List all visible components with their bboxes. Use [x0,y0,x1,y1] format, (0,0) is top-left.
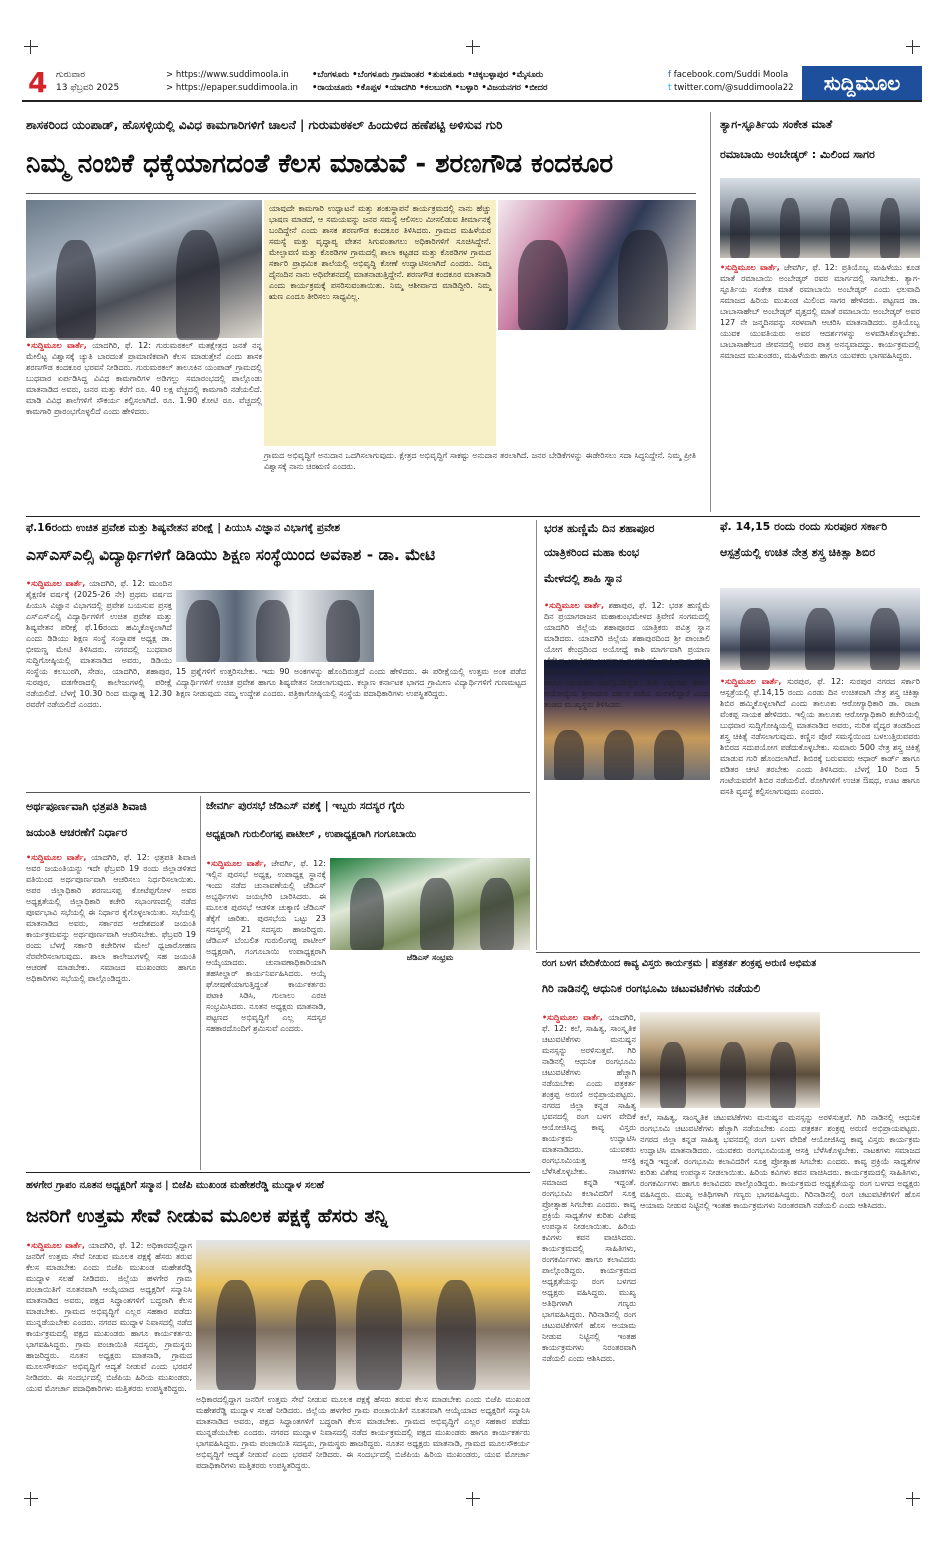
story9-photo [196,1240,530,1390]
story9-body: •ಸುದ್ದಿಮೂಲ ವಾರ್ತೆ, ಯಾದಗಿರಿ, ಫೆ. 12: ಅಧಿಕಾರದಲ್ಲಿದ್ದಾಗ ಜನರಿಗೆ ಉತ್ತಮ ಸೇವೆ ನೀಡುವ ಮೂಲಕ ಪಕ್ಷಕ್ಕೆ ಹೆಸರು ತರುವ ಕೆಲಸ ಮಾಡಬೇಕು ಎಂದು ಬಿಜೆಪಿ ಮುಖಂಡ ಮಹೇಶರೆಡ್ಡಿ ಮುದ್ನಾಳ ಸಲಹೆ ನೀಡಿದರು. ಜಿಲ್ಲೆಯ ಹಳಗೇರ ಗ್ರಾಮ ಪಂಚಾಯಿತಿಗೆ ನೂತನವಾಗಿ ಆಯ್ಕೆಯಾದ ಅಧ್ಯಕ್ಷರಿಗೆ ಸನ್ಮಾನಿಸಿ ಮಾತನಾಡಿದ ಅವರು, ಪಕ್ಷದ ಸಿದ್ಧಾಂತಗಳಿಗೆ ಬದ್ಧರಾಗಿ ಕೆಲಸ ಮಾಡಬೇಕು. ಗ್ರಾಮದ ಅಭಿವೃದ್ಧಿಗೆ ಎಲ್ಲರ ಸಹಕಾರ ಪಡೆದು ಮುನ್ನಡೆಯಬೇಕು ಎಂದರು. ನಗರದ ಮುದ್ನಾಳ ನಿವಾಸದಲ್ಲಿ ನಡೆದ ಕಾರ್ಯಕ್ರಮದಲ್ಲಿ ಪಕ್ಷದ ಮುಖಂಡರು ಹಾಗೂ ಕಾರ್ಯಕರ್ತರು ಭಾಗವಹಿಸಿದ್ದರು. ಗ್ರಾಮ ಪಂಚಾಯಿತಿ ಸದಸ್ಯರು, ಗ್ರಾಮಸ್ಥರು ಹಾಜರಿದ್ದರು. ನೂತನ ಅಧ್ಯಕ್ಷರು ಮಾತನಾಡಿ, ಗ್ರಾಮದ ಮೂಲಸೌಕರ್ಯ ಅಭಿವೃದ್ಧಿಗೆ ಆದ್ಯತೆ ನೀಡುವೆ ಎಂದು ಭರವಸೆ ನೀಡಿದರು. ಈ ಸಂದರ್ಭದಲ್ಲಿ ಬಿಜೆಪಿಯ ಹಿರಿಯ ಮುಖಂಡರು, ಯುವ ಮೋರ್ಚಾ ಪದಾಧಿಕಾರಿಗಳು ಮತ್ತಿತರರು ಉಪಸ್ಥಿತರಿದ್ದರು. [26,1241,193,1393]
divider [26,792,530,793]
story6-headline-line1: ಅರ್ಥಪೂರ್ಣವಾಗಿ ಛತ್ರಪತಿ ಶಿವಾಜಿ [26,800,147,813]
story4-body: •ಸುದ್ದಿಮೂಲ ವಾರ್ತೆ, ಶಹಾಪುರ, ಫೆ. 12: ಭರತ ಹುಣ್ಣಿಮೆ ದಿನ ಪ್ರಯಾಗರಾಜನ ಮಹಾಕುಂಭಮೇಳದ ತ್ರಿವೇಣಿ ಸಂಗಮದಲ್ಲಿ ಯಾದಗಿರಿ ಜಿಲ್ಲೆಯ ಶಹಾಪೂರದ ಯಾತ್ರಿಕರು ಪವಿತ್ರ ಸ್ನಾನ ಮಾಡಿದರು. ಯಾದಗಿರಿ ಜಿಲ್ಲೆಯ ಶಹಾಪುರದಿಂದ ಶ್ರೀ ಪಾಂಚಾಲಿ ಯೋಗ ಕೇಂದ್ರದಿಂದ ಅಯೋಧ್ಯೆ ಕಾಶಿ ಮಾರ್ಗವಾಗಿ ಪ್ರಯಾಣ ಬೆಳೆಸಿದ ಯಾತ್ರಿಕರು ಬುಧವಾರ ಸಂಗಮದಲ್ಲಿ ಶಾಹಿ ಸ್ನಾನ ಮಾಡಿ ಪುನೀತರಾದರು. ಯಾತ್ರಿಕರ ತಂಡದಲ್ಲಿ ಮಹಿಳೆಯರು, ಹಿರಿಯರು ಹಾಗೂ ಯುವಕರು ಪಾಲ್ಗೊಂಡಿದ್ದರು. ಕಾಶಿ ವಿಶ್ವನಾಥ ಹಾಗೂ ಅಯೋಧ್ಯೆಯ ಶ್ರೀರಾಮನ ದರ್ಶನ ಪಡೆದು ಮರಳಲಿದ್ದಾರೆ ಎಂದು ತಂಡದ ಮುಖ್ಯಸ್ಥರು ತಿಳಿಸಿದರು. [544,601,711,709]
story8-body: •ಸುದ್ದಿಮೂಲ ವಾರ್ತೆ, ಯಾದಗಿರಿ, ಫೆ. 12: ಕಲೆ, ಸಾಹಿತ್ಯ, ಸಾಂಸ್ಕೃತಿಕ ಚಟುವಟಿಕೆಗಳು ಮನುಷ್ಯನ ಮನಸ್ಸನ್ನು ಅರಳಿಸುತ್ತವೆ. ಗಿರಿ ನಾಡಿನಲ್ಲಿ ಆಧುನಿಕ ರಂಗಭೂಮಿ ಚಟುವಟಿಕೆಗಳು ಹೆಚ್ಚಾಗಿ ನಡೆಯಬೇಕು ಎಂದು ಪತ್ರಕರ್ತ ಶಂಕ್ರಪ್ಪ ಅರುಣಿ ಅಭಿಪ್ರಾಯಪಟ್ಟರು. ನಗರದ ಜಿಲ್ಲಾ ಕನ್ನಡ ಸಾಹಿತ್ಯ ಭವನದಲ್ಲಿ ರಂಗ ಬಳಗ ವೇದಿಕೆ ಆಯೋಜಿಸಿದ್ದ ಕಾವ್ಯ ವಿಸ್ತರು ಕಾರ್ಯಕ್ರಮ ಉದ್ಘಾಟಿಸಿ ಮಾತನಾಡಿದರು. ಯುವಕರು ರಂಗಭೂಮಿಯತ್ತ ಆಸಕ್ತಿ ಬೆಳೆಸಿಕೊಳ್ಳಬೇಕು. ನಾಟಕಗಳು ಸಮಾಜದ ಕನ್ನಡಿ ಇದ್ದಂತೆ. ರಂಗಭೂಮಿ ಕಲಾವಿದರಿಗೆ ಸೂಕ್ತ ಪ್ರೋತ್ಸಾಹ ಸಿಗಬೇಕು ಎಂದರು. ಕಾವ್ಯ ಪ್ರಕ್ರಿಯೆ ಸಾಧ್ಯತೆಗಳ ಕುರಿತು ವಿಶೇಷ ಉಪನ್ಯಾಸ ನೀಡಲಾಯಿತು. ಹಿರಿಯ ಕವಿಗಳು ಕವನ ವಾಚಿಸಿದರು. ಕಾರ್ಯಕ್ರಮದಲ್ಲಿ ಸಾಹಿತಿಗಳು, ರಂಗಕರ್ಮಿಗಳು ಹಾಗೂ ಕಲಾವಿದರು ಪಾಲ್ಗೊಂಡಿದ್ದರು. ಕಾರ್ಯಕ್ರಮದ ಅಧ್ಯಕ್ಷತೆಯನ್ನು ರಂಗ ಬಳಗದ ಅಧ್ಯಕ್ಷರು ವಹಿಸಿದ್ದರು. ಮುಖ್ಯ ಅತಿಥಿಗಳಾಗಿ ಗಣ್ಯರು ಭಾಗವಹಿಸಿದ್ದರು. ಗಿರಿನಾಡಿನಲ್ಲಿ ರಂಗ ಚಟುವಟಿಕೆಗಳಿಗೆ ಹೊಸ ಆಯಾಮ ನೀಡುವ ನಿಟ್ಟಿನಲ್ಲಿ ಇಂತಹ ಕಾರ್ಯಕ್ರಮಗಳು ನಿರಂತರವಾಗಿ ನಡೆಯಲಿ ಎಂದು ಆಶಿಸಿದರು. [542,1013,636,1363]
twitter-link[interactable]: t twitter.com/@suddimoola22 [668,83,794,93]
facebook-icon: f [668,70,671,80]
newspaper-logo: ಸುದ್ದಿಮೂಲ [802,66,922,100]
story8-headline: ಗಿರಿ ನಾಡಿನಲ್ಲಿ ಆಧುನಿಕ ರಂಗಭೂಮಿ ಚಟುವಟಿಕೆಗಳು ನಡೆಯಲಿ [542,982,761,995]
story7-headline: ಅಧ್ಯಕ್ಷರಾಗಿ ಗುರುಲಿಂಗಪ್ಪ ಪಾಟೀಲ್ , ಉಪಾಧ್ಯಕ್ಷರಾಗಿ ಗಂಗೂಬಾಯಿ [206,829,416,840]
story2-photo [720,178,920,258]
story1-photo-2 [498,200,696,330]
story7-kicker: ಜೇವರ್ಗಿ ಪುರಸಭೆ ಜೆಡಿಎಸ್ ವಶಕ್ಕೆ | ಇಬ್ಬರು ಸದಸ್ಯರ ಗೈರು [206,800,405,812]
crop-mark [466,1492,480,1506]
issue-date: ಗುರುವಾರ 13 ಫೆಬ್ರವರಿ 2025 [56,70,120,93]
crop-mark [24,1492,38,1506]
section-divider [26,1172,530,1173]
story8-photo [640,1012,820,1108]
story4-headline-line3: ಮೇಳದಲ್ಲಿ ಶಾಹಿ ಸ್ನಾನ [544,572,622,585]
website-links [166,69,298,95]
divider [536,952,920,953]
crop-mark [24,40,38,54]
story7-photo-caption: ಜೆಡಿಎಸ್ ಸಂಭ್ರಮ [406,953,454,962]
epaper-link[interactable]: > https://epaper.suddimoola.in [166,83,298,93]
section-divider [26,516,920,517]
website-link[interactable]: > https://www.suddimoola.in [166,70,289,80]
story5-headline-line1: ಫೆ. 14,15 ರಂದು ರಂದು ಸುರಪೂರ ಸರ್ಕಾರಿ [720,520,888,533]
story8-kicker: ರಂಗ ಬಳಗ ವೇದಿಕೆಯಿಂದ ಕಾವ್ಯ ವಿಸ್ತರು ಕಾರ್ಯಕ್ರಮ | ಪತ್ರಕರ್ತ ಶಂಕ್ರಪ್ಪ ಅರುಣಿ ಅಭಿಮತ [542,958,817,969]
story9-headline: ಜನರಿಗೆ ಉತ್ತಮ ಸೇವೆ ನೀಡುವ ಮೂಲಕ ಪಕ್ಷಕ್ಕೆ ಹೆಸರು ತನ್ನಿ [26,1205,388,1227]
story5-body: •ಸುದ್ದಿಮೂಲ ವಾರ್ತೆ, ಸುರಪುರ, ಫೆ. 12: ಸುರಪುರ ನಗರದ ಸರ್ಕಾರಿ ಆಸ್ಪತ್ರೆಯಲ್ಲಿ ಫೆ.14,15 ರಂದು ಎರಡು ದಿನ ಉಚಿತವಾಗಿ ನೇತ್ರ ಶಸ್ತ್ರ ಚಿಕಿತ್ಸಾ ಶಿಬಿರ ಹಮ್ಮಿಕೊಳ್ಳಲಾಗಿದೆ ಎಂದು ತಾಲೂಕು ಆರೋಗ್ಯಾಧಿಕಾರಿ ಡಾ. ರಾಜಾ ವೆಂಕಪ್ಪ ನಾಯಕ ಹೇಳಿದರು. ಇಲ್ಲಿಯ ತಾಲೂಕು ಆರೋಗ್ಯಾಧಿಕಾರಿ ಕಚೇರಿಯಲ್ಲಿ ಬುಧವಾರ ಸುದ್ದಿಗೋಷ್ಠಿಯಲ್ಲಿ ಮಾತನಾಡಿದ ಅವರು, ನುರಿತ ವೈದ್ಯರ ತಂಡದಿಂದ ಶಸ್ತ್ರ ಚಿಕಿತ್ಸೆ ನಡೆಸಲಾಗುವುದು. ಕಣ್ಣಿನ ಪೊರೆ ಸಮಸ್ಯೆಯಿಂದ ಬಳಲುತ್ತಿರುವವರು ಶಿಬಿರದ ಸದುಪಯೋಗ ಪಡೆದುಕೊಳ್ಳಬೇಕು. ಸುಮಾರು 500 ನೇತ್ರ ಶಸ್ತ್ರ ಚಿಕಿತ್ಸೆ ಮಾಡುವ ಗುರಿ ಹೊಂದಲಾಗಿದೆ. ಶಿಬಿರಕ್ಕೆ ಬರುವವರು ಆಧಾರ್ ಕಾರ್ಡ್ ಹಾಗೂ ಪಡಿತರ ಚೀಟಿ ತರಬೇಕು ಎಂದು ತಿಳಿಸಿದರು. ಬೆಳಗ್ಗೆ 10 ರಿಂದ 5 ಗಂಟೆಯವರೆಗೆ ಶಿಬಿರ ನಡೆಯಲಿದೆ. ರೋಗಿಗಳಿಗೆ ಉಚಿತ ಔಷಧ, ಊಟ ಹಾಗೂ ವಸತಿ ವ್ಯವಸ್ಥೆ ಕಲ್ಪಿಸಲಾಗುವುದು ಎಂದರು. [720,677,921,796]
crop-mark [466,40,480,54]
story1-body-continued: ಗ್ರಾಮದ ಅಭಿವೃದ್ಧಿಗೆ ಅನುದಾನ ಒದಗಿಸಲಾಗುವುದು. ಕ್ಷೇತ್ರದ ಅಭಿವೃದ್ಧಿಗೆ ಸಾಕಷ್ಟು ಅನುದಾನ ತರಲಾಗಿದೆ. ಜನರ ಬೇಡಿಕೆಗಳನ್ನು ಈಡೇರಿಸಲು ಸದಾ ಸಿದ್ಧನಿದ್ದೇನೆ. ನಿಮ್ಮ ಪ್ರೀತಿ ವಿಶ್ವಾಸಕ್ಕೆ ನಾನು ಚಿರಋಣಿ ಎಂದರು. [264,451,696,471]
story3-photo [176,590,374,662]
district-list: •ಬೆಂಗಳೂರು •ಬೆಂಗಳೂರು ಗ್ರಾಮಾಂತರ •ತುಮಕೂರು •ಚಿಕ್ಕಬಳ್ಳಾಪುರ •ಮೈಸೂರು •ರಾಯಚೂರು •ಕೊಪ್ಪಳ •ಯಾದಗಿರಿ •ಕಲಬುರಗಿ •ಬಳ್ಳಾರಿ •ವಿಜಯನಗರ •ಬೀದರ [312,70,548,93]
column-divider [710,112,711,512]
social-links [668,69,794,95]
story3-kicker: ಫೆ.16ರಂದು ಉಚಿತ ಪ್ರವೇಶ ಮತ್ತು ಶಿಷ್ಯವೇತನ ಪರೀಕ್ಷೆ | ಪಿಯುಸಿ ವಿಜ್ಞಾನ ವಿಭಾಗಕ್ಕೆ ಪ್ರವೇಶ [26,522,341,534]
story2-headline: ರಮಾಬಾಯಿ ಅಂಬೇಡ್ಕರ್ : ಮಿಲಿಂದ ಸಾಗರ [720,148,875,161]
column-divider [200,796,201,1170]
story1-body: •ಸುದ್ದಿಮೂಲ ವಾರ್ತೆ, ಯಾದಗಿರಿ, ಫೆ. 12: ಗುರುಮಠಕಲ್ ಮತಕ್ಷೇತ್ರದ ಜನತೆ ನನ್ನ ಮೇಲಿಟ್ಟ ವಿಶ್ವಾಸಕ್ಕೆ ಚ್ಯುತಿ ಬಾರದಂತೆ ಪ್ರಾಮಾಣಿಕವಾಗಿ ಕೆಲಸ ಮಾಡುತ್ತೇನೆ ಎಂದು ಶಾಸಕ ಶರಣಗೌಡ ಕಂದಕೂರ ಭರವಸೆ ನೀಡಿದರು. ಗುರುಮಠಕಲ್ ತಾಲೂಕಿನ ಯಂಪಾಡ್ ಗ್ರಾಮದಲ್ಲಿ ಬುಧವಾರ ಏರ್ಪಡಿಸಿದ್ದ ವಿವಿಧ ಕಾಮಗಾರಿಗಳ ಅಡಿಗಲ್ಲು ಸಮಾರಂಭದಲ್ಲಿ ಪಾಲ್ಗೊಂಡು ಮಾತನಾಡಿದ ಅವರು, ಜನರ ಮತ್ತು ಕೆರೆಗೆ ರೂ. 40 ಲಕ್ಷ ವೆಚ್ಚದಲ್ಲಿ ಕಾಮಗಾರಿ ನಡೆಯಲಿದೆ. ಮಾಡಿ ವಿವಿಧ ಶಾಲೆಗಳಿಗೆ ಸೌಕರ್ಯ ಕಲ್ಪಿಸಲಾಗಿದೆ. ರೂ. 1.90 ಕೋಟಿ ರೂ. ವೆಚ್ಚದಲ್ಲಿ ಕಾಮಗಾರಿ ಪ್ರಾರಂಭಗೊಳ್ಳಲಿದೆ ಎಂದು ಹೇಳಿದರು. [26,341,262,416]
story3-body-continued: 15 ಪ್ರಶ್ನೆಗಳಿಗೆ ಉತ್ತರಿಸಬೇಕು. ಇದು 90 ಅಂಕಗಳನ್ನು ಹೊಂದಿರುತ್ತದೆ ಎಂದು ಹೇಳಿದರು. ಈ ಪರೀಕ್ಷೆಯಲ್ಲಿ ಉತ್ತಮ ಅಂಕ ಪಡೆದ ವಿದ್ಯಾರ್ಥಿಗಳಿಗೆ ಉಚಿತ ಪ್ರವೇಶ ಹಾಗೂ ಶಿಷ್ಯವೇತನ ನೀಡಲಾಗುವುದು. ಕಲ್ಯಾಣ ಕರ್ನಾಟಕ ಭಾಗದ ಗ್ರಾಮೀಣ ವಿದ್ಯಾರ್ಥಿಗಳಿಗೆ ಗುಣಮಟ್ಟದ ಶಿಕ್ಷಣ ನೀಡುವುದು ನಮ್ಮ ಉದ್ದೇಶ ಎಂದರು. ಪತ್ರಿಕಾಗೋಷ್ಠಿಯಲ್ಲಿ ಸಂಸ್ಥೆಯ ಪದಾಧಿಕಾರಿಗಳು ಉಪಸ್ಥಿತರಿದ್ದರು. [176,667,526,698]
story8-body-continued: ಕಲೆ, ಸಾಹಿತ್ಯ, ಸಾಂಸ್ಕೃತಿಕ ಚಟುವಟಿಕೆಗಳು ಮನುಷ್ಯನ ಮನಸ್ಸನ್ನು ಅರಳಿಸುತ್ತವೆ. ಗಿರಿ ನಾಡಿನಲ್ಲಿ ಆಧುನಿಕ ರಂಗಭೂಮಿ ಚಟುವಟಿಕೆಗಳು ಹೆಚ್ಚಾಗಿ ನಡೆಯಬೇಕು ಎಂದು ಪತ್ರಕರ್ತ ಶಂಕ್ರಪ್ಪ ಅರುಣಿ ಅಭಿಪ್ರಾಯಪಟ್ಟರು. ನಗರದ ಜಿಲ್ಲಾ ಕನ್ನಡ ಸಾಹಿತ್ಯ ಭವನದಲ್ಲಿ ರಂಗ ಬಳಗ ವೇದಿಕೆ ಆಯೋಜಿಸಿದ್ದ ಕಾವ್ಯ ವಿಸ್ತರು ಕಾರ್ಯಕ್ರಮ ಉದ್ಘಾಟಿಸಿ ಮಾತನಾಡಿದರು. ಯುವಕರು ರಂಗಭೂಮಿಯತ್ತ ಆಸಕ್ತಿ ಬೆಳೆಸಿಕೊಳ್ಳಬೇಕು. ನಾಟಕಗಳು ಸಮಾಜದ ಕನ್ನಡಿ ಇದ್ದಂತೆ. ರಂಗಭೂಮಿ ಕಲಾವಿದರಿಗೆ ಸೂಕ್ತ ಪ್ರೋತ್ಸಾಹ ಸಿಗಬೇಕು ಎಂದರು. ಕಾವ್ಯ ಪ್ರಕ್ರಿಯೆ ಸಾಧ್ಯತೆಗಳ ಕುರಿತು ವಿಶೇಷ ಉಪನ್ಯಾಸ ನೀಡಲಾಯಿತು. ಹಿರಿಯ ಕವಿಗಳು ಕವನ ವಾಚಿಸಿದರು. ಕಾರ್ಯಕ್ರಮದಲ್ಲಿ ಸಾಹಿತಿಗಳು, ರಂಗಕರ್ಮಿಗಳು ಹಾಗೂ ಕಲಾವಿದರು ಪಾಲ್ಗೊಂಡಿದ್ದರು. ಕಾರ್ಯಕ್ರಮದ ಅಧ್ಯಕ್ಷತೆಯನ್ನು ರಂಗ ಬಳಗದ ಅಧ್ಯಕ್ಷರು ವಹಿಸಿದ್ದರು. ಮುಖ್ಯ ಅತಿಥಿಗಳಾಗಿ ಗಣ್ಯರು ಭಾಗವಹಿಸಿದ್ದರು. ಗಿರಿನಾಡಿನಲ್ಲಿ ರಂಗ ಚಟುವಟಿಕೆಗಳಿಗೆ ಹೊಸ ಆಯಾಮ ನೀಡುವ ನಿಟ್ಟಿನಲ್ಲಿ ಇಂತಹ ಕಾರ್ಯಕ್ರಮಗಳು ನಿರಂತರವಾಗಿ ನಡೆಯಲಿ ಎಂದು ಆಶಿಸಿದರು. [640,1113,920,1210]
story1-kicker: ಶಾಸಕರಿಂದ ಯಂಪಾಡ್, ಹೊಸಳ್ಳಿಯಲ್ಲಿ ವಿವಿಧ ಕಾಮಗಾರಿಗಳಿಗೆ ಚಾಲನೆ | ಗುರುಮಠಕಲ್ ಹಿಂದುಳಿದ ಹಣೆಪಟ್ಟಿ ಅಳಿಸುವ ಗುರಿ [26,118,503,132]
story5-headline-line2: ಆಸ್ಪತ್ರೆಯಲ್ಲಿ ಉಚಿತ ನೇತ್ರ ಶಸ್ತ್ರ ಚಿಕಿತ್ಸಾ ಶಿಬಿರ [720,546,876,559]
story7-photo [330,858,530,950]
facebook-link[interactable]: f facebook.com/Suddi Moola [668,70,789,80]
story3-headline: ಎಸ್ಎಸ್ಎಲ್ಸಿ ವಿದ್ಯಾರ್ಥಿಗಳಿಗೆ ಡಿಡಿಯು ಶಿಕ್ಷಣ ಸಂಸ್ಥೆಯಿಂದ ಅವಕಾಶ - ಡಾ. ಮೇಟಿ [26,546,436,564]
story1-headline: ನಿಮ್ಮ ನಂಬಿಕೆ ಧಕ್ಕೆಯಾಗದಂತೆ ಕೆಲಸ ಮಾಡುವೆ - ಶರಣಗೌಡ ಕಂದಕೂರ [26,149,614,179]
column-divider [536,520,537,950]
story3-body: •ಸುದ್ದಿಮೂಲ ವಾರ್ತೆ, ಯಾದಗಿರಿ, ಫೆ. 12: ಮುಂದಿನ ಶೈಕ್ಷಣಿಕ ವರ್ಷಕ್ಕೆ (2025-26 ನೇ) ಪ್ರಥಮ ವರ್ಷದ ಪಿಯುಸಿ ವಿಜ್ಞಾನ ವಿಭಾಗದಲ್ಲಿ ಪ್ರವೇಶ ಬಯಸುವ ಪ್ರಸಕ್ತ ಎಸ್ಎಸ್ಎಲ್ಸಿ ವಿದ್ಯಾರ್ಥಿಗಳಿಗೆ ಉಚಿತ ಪ್ರವೇಶ ಮತ್ತು ಶಿಷ್ಯವೇತನ ಪರೀಕ್ಷೆ ಫೆ.16ರಂದು ಹಮ್ಮಿಕೊಳ್ಳಲಾಗಿದೆ ಎಂದು ಡಿಡಿಯು ಶಿಕ್ಷಣ ಸಂಸ್ಥೆ ಸಂಸ್ಥಾಪಕ ಅಧ್ಯಕ್ಷ ಡಾ. ಭೀಮಣ್ಣ ಮೇಟಿ ತಿಳಿಸಿದರು. ನಗರದಲ್ಲಿ ಬುಧವಾರ ಸುದ್ದಿಗೋಷ್ಠಿಯಲ್ಲಿ ಮಾತನಾಡಿದ ಅವರು, ಡಿಡಿಯು ಸಂಸ್ಥೆಯ ಕಲಬುರಗಿ, ಸೇಡಂ, ಯಾದಗಿರಿ, ಶಹಾಪುರ, ಸುರಪುರ, ವಡಗೇರಾದಲ್ಲಿ ಕಾಲೇಜುಗಳಲ್ಲಿ ಪರೀಕ್ಷೆ ನಡೆಯಲಿದೆ. ಬೆಳಗ್ಗೆ 10.30 ರಿಂದ ಮಧ್ಯಾಹ್ನ 12.30 ರವರೆಗೆ ನಡೆಯಲಿದೆ ಎಂದರು. [26,579,173,709]
story2-kicker: ತ್ಯಾಗ-ಸ್ಫೂರ್ತಿಯ ಸಂಕೇತ ಮಾತೆ [720,118,833,131]
story4-headline-line2: ಯಾತ್ರಿಕರಿಂದ ಮಹಾ ಕುಂಭ [544,546,640,559]
story6-body: •ಸುದ್ದಿಮೂಲ ವಾರ್ತೆ, ಯಾದಗಿರಿ, ಫೆ. 12: ಛತ್ರಪತಿ ಶಿವಾಜಿ ಅವರ ಜಯಂತಿಯನ್ನು ಇದೇ ಫೆಬ್ರವರಿ 19 ರಂದು ಜಿಲ್ಲಾಡಳಿತದ ವತಿಯಿಂದ ಅರ್ಥಪೂರ್ಣವಾಗಿ ಆಚರಿಸಲು ನಿರ್ಧರಿಸಲಾಯಿತು. ಅಪರ ಜಿಲ್ಲಾಧಿಕಾರಿ ಶರಣಬಸಪ್ಪ ಕೋಟೆಪ್ಪಗೋಳ ಅವರ ಅಧ್ಯಕ್ಷತೆಯಲ್ಲಿ ಜಿಲ್ಲಾಧಿಕಾರಿ ಕಚೇರಿ ಸಭಾಂಗಣದಲ್ಲಿ ನಡೆದ ಪೂರ್ವಭಾವಿ ಸಭೆಯಲ್ಲಿ ಈ ನಿರ್ಧಾರ ಕೈಗೊಳ್ಳಲಾಯಿತು. ಸಭೆಯಲ್ಲಿ ಮಾತನಾಡಿದ ಅವರು, ಸರ್ಕಾರದ ಆದೇಶದಂತೆ ಜಯಂತಿ ಕಾರ್ಯಕ್ರಮವನ್ನು ಅರ್ಥಪೂರ್ಣವಾಗಿ ಆಚರಿಸಬೇಕು. ಫೆಬ್ರವರಿ 19 ರಂದು ಬೆಳಗ್ಗೆ ಸರ್ಕಾರಿ ಕಚೇರಿಗಳ ಮೇಲೆ ಧ್ವಜಾರೋಹಣ ನೆರವೇರಿಸಲಾಗುವುದು. ಶಾಲಾ ಕಾಲೇಜುಗಳಲ್ಲಿ ಸಹ ಜಯಂತಿ ಆಚರಣೆ ಮಾಡಬೇಕು. ಸಮಾಜದ ಮುಖಂಡರು ಹಾಗೂ ಅಧಿಕಾರಿಗಳು ಸಭೆಯಲ್ಲಿ ಪಾಲ್ಗೊಂಡಿದ್ದರು. [26,853,197,983]
story1-pull-quote: ಯಾವುದೇ ಕಾಮಗಾರಿ ಉದ್ಘಾಟನೆ ಮತ್ತು ಶಂಕುಸ್ಥಾಪನೆ ಕಾರ್ಯಕ್ರಮದಲ್ಲಿ ನಾನು ಹೆಚ್ಚು ಭಾಷಣ ಮಾಡದೆ, ಆ ಸಮಯವನ್ನು ಜನರ ಸಮಸ್ಯೆ ಆಲಿಸಲು ಮೀಸಲಿಡುವ ತೀರ್ಮಾನಕ್ಕೆ ಬಂದಿದ್ದೇನೆ ಎಂದು ಶಾಸಕ ಶರಣಗೌಡ ಕಂದಕೂರ ತಿಳಿಸಿದರು. ಗ್ರಾಮದ ಮಹಿಳೆಯರ ಸಮಸ್ಯೆ ಮತ್ತು ವೃದ್ಧಾಪ್ಯ ವೇತನ ಸಿಗುವಂತಾಗಲು ಅಧಿಕಾರಿಗಳಿಗೆ ಸೂಚಿಸಿದ್ದೇನೆ. ಮೇಲ್ಛಾವಣಿ ಮತ್ತು ಕೊಠಡಿಗಳ ಗ್ರಾಮದಲ್ಲಿ ಶಾಲಾ ಕಟ್ಟಡದ ಮತ್ತು ಕೊಠಡಿಗಳ ಗ್ರಾಮದ ಸರ್ಕಾರಿ ಪ್ರಾಥಮಿಕ ಶಾಲೆಯಲ್ಲಿ ಅಭಿವೃದ್ಧಿ ಕೋಣೆ ಉದ್ಘಾಟಿಸಲಾಗಿದೆ ಎಂದರು. ನಿಮ್ಮ ದೈನಂದಿನ ನಾನು ಅಧಿವೇಶನದಲ್ಲಿ ಮಾತನಾಡುತ್ತಿದ್ದೇನೆ. ಶರಣಗೌಡ ಕಂದಕೂರ ಮಾತನಾಡಿ ಎಂದು ಕಾರ್ಯಕ್ರಮಕ್ಕೆ ಪಸರಿಸುವಂತಾಯಿತು. ನಿಮ್ಮ ಆಶೀರ್ವಾದ ಮಾಡಿದ್ದೀರಿ. ನಿಮ್ಮ ಋಣ ಎಂದೂ ತೀರಿಸಲು ಸಾಧ್ಯವಿಲ್ಲ. [264,200,496,446]
story6-headline-line2: ಜಯಂತಿ ಆಚರಣೆಗೆ ನಿರ್ಧಾರ [26,826,128,839]
story2-body: •ಸುದ್ದಿಮೂಲ ವಾರ್ತೆ, ಜೇವರ್ಗಿ, ಫೆ. 12: ಪ್ರತಿಯೊಬ್ಬ ಮಹಿಳೆಯು ಕೂಡ ಮಾತೆ ರಮಾಬಾಯಿ ಅಂಬೇಡ್ಕರ್ ರವರ ಮಾರ್ಗದಲ್ಲಿ ಸಾಗಬೇಕು. ತ್ಯಾಗ-ಸ್ಫೂರ್ತಿಯ ಸಂಕೇತ ಮಾತೆ ರಮಾಬಾಯಿ ಅಂಬೇಡ್ಕರ್ ಎಂದು ಛಲವಾದಿ ಸಮಾಜದ ಹಿರಿಯ ಮುಖಂಡ ಮಿಲಿಂದ ಸಾಗರ ಹೇಳಿದರು. ಪಟ್ಟಣದ ಡಾ. ಬಾಬಾಸಾಹೇಬ್ ಅಂಬೇಡ್ಕರ್ ವೃತ್ತದಲ್ಲಿ ಮಾತೆ ರಮಾಬಾಯಿ ಅಂಬೇಡ್ಕರ್ ಅವರ 127 ನೇ ಜನ್ಮದಿನವನ್ನು ಸರಳವಾಗಿ ಆಚರಿಸಿ ಮಾತನಾಡಿದರು. ಪ್ರತಿಯೊಬ್ಬ ಯುವಕ ಯುವತಿಯರು ಅವರ ಆದರ್ಶಗಳನ್ನು ಅಳವಡಿಸಿಕೊಳ್ಳಬೇಕು. ಬಾಬಾಸಾಹೇಬರ ಜೀವನದಲ್ಲಿ ಅವರ ಪಾತ್ರ ಅನನ್ಯವಾದದ್ದು. ಕಾರ್ಯಕ್ರಮದಲ್ಲಿ ಸಮಾಜದ ಮುಖಂಡರು, ಮಹಿಳೆಯರು ಹಾಗೂ ಯುವಕರು ಭಾಗವಹಿಸಿದ್ದರು. [720,263,921,360]
story4-headline-line1: ಭರತ ಹುಣ್ಣಿಮೆ ದಿನ ಶಹಾಪೂರ [544,522,655,535]
twitter-icon: t [668,83,672,93]
story7-body: •ಸುದ್ದಿಮೂಲ ವಾರ್ತೆ, ಜೇವರ್ಗಿ, ಫೆ. 12: ಇಲ್ಲಿನ ಪುರಸಭೆ ಅಧ್ಯಕ್ಷ, ಉಪಾಧ್ಯಕ್ಷ ಸ್ಥಾನಕ್ಕೆ ಇಂದು ನಡೆದ ಚುನಾವಣೆಯಲ್ಲಿ ಜೆಡಿಎಸ್ ಅಭ್ಯರ್ಥಿಗಳು ಜಯಭೇರಿ ಬಾರಿಸಿದರು. ಈ ಮೂಲಕ ಪುರಸಭೆ ಆಡಳಿತ ಚುಕ್ಕಾಣಿ ಜೆಡಿಎಸ್ ತೆಕ್ಕೆಗೆ ಜಾರಿತು. ಪುರಸಭೆಯ ಒಟ್ಟು 23 ಸದಸ್ಯರಲ್ಲಿ 21 ಸದಸ್ಯರು ಹಾಜರಿದ್ದರು. ಜೆಡಿಎಸ್ ಬೆಂಬಲಿತ ಗುರುಲಿಂಗಪ್ಪ ಪಾಟೀಲ್ ಅಧ್ಯಕ್ಷರಾಗಿ, ಗಂಗೂಬಾಯಿ ಉಪಾಧ್ಯಕ್ಷರಾಗಿ ಆಯ್ಕೆಯಾದರು. ಚುನಾವಣಾಧಿಕಾರಿಯಾಗಿ ತಹಸೀಲ್ದಾರ್ ಕಾರ್ಯನಿರ್ವಹಿಸಿದರು. ಆಯ್ಕೆ ಘೋಷಣೆಯಾಗುತ್ತಿದ್ದಂತೆ ಕಾರ್ಯಕರ್ತರು ಪಟಾಕಿ ಸಿಡಿಸಿ, ಗುಲಾಲು ಎರಚಿ ಸಂಭ್ರಮಿಸಿದರು. ನೂತನ ಅಧ್ಯಕ್ಷರು ಮಾತನಾಡಿ, ಪಟ್ಟಣದ ಅಭಿವೃದ್ಧಿಗೆ ಎಲ್ಲ ಸದಸ್ಯರ ಸಹಕಾರದೊಂದಿಗೆ ಶ್ರಮಿಸುವೆ ಎಂದರು. [206,859,327,1033]
crop-mark [906,40,920,54]
crop-mark [906,1492,920,1506]
story1-photo-1 [26,200,262,338]
page-number: 4 [28,66,48,99]
divider [26,193,696,194]
story5-photo [720,588,920,670]
masthead [22,66,922,102]
story9-kicker: ಹಳಗೇರ ಗ್ರಾಪಂ ನೂತನ ಅಧ್ಯಕ್ಷರಿಗೆ ಸನ್ಮಾನ | ಬಿಜೆಪಿ ಮುಖಂಡ ಮಹೇಶರೆಡ್ಡಿ ಮುದ್ನಾಳ ಸಲಹೆ [26,1180,325,1191]
story9-body-continued: ಅಧಿಕಾರದಲ್ಲಿದ್ದಾಗ ಜನರಿಗೆ ಉತ್ತಮ ಸೇವೆ ನೀಡುವ ಮೂಲಕ ಪಕ್ಷಕ್ಕೆ ಹೆಸರು ತರುವ ಕೆಲಸ ಮಾಡಬೇಕು ಎಂದು ಬಿಜೆಪಿ ಮುಖಂಡ ಮಹೇಶರೆಡ್ಡಿ ಮುದ್ನಾಳ ಸಲಹೆ ನೀಡಿದರು. ಜಿಲ್ಲೆಯ ಹಳಗೇರ ಗ್ರಾಮ ಪಂಚಾಯಿತಿಗೆ ನೂತನವಾಗಿ ಆಯ್ಕೆಯಾದ ಅಧ್ಯಕ್ಷರಿಗೆ ಸನ್ಮಾನಿಸಿ ಮಾತನಾಡಿದ ಅವರು, ಪಕ್ಷದ ಸಿದ್ಧಾಂತಗಳಿಗೆ ಬದ್ಧರಾಗಿ ಕೆಲಸ ಮಾಡಬೇಕು. ಗ್ರಾಮದ ಅಭಿವೃದ್ಧಿಗೆ ಎಲ್ಲರ ಸಹಕಾರ ಪಡೆದು ಮುನ್ನಡೆಯಬೇಕು ಎಂದರು. ನಗರದ ಮುದ್ನಾಳ ನಿವಾಸದಲ್ಲಿ ನಡೆದ ಕಾರ್ಯಕ್ರಮದಲ್ಲಿ ಪಕ್ಷದ ಮುಖಂಡರು ಹಾಗೂ ಕಾರ್ಯಕರ್ತರು ಭಾಗವಹಿಸಿದ್ದರು. ಗ್ರಾಮ ಪಂಚಾಯಿತಿ ಸದಸ್ಯರು, ಗ್ರಾಮಸ್ಥರು ಹಾಜರಿದ್ದರು. ನೂತನ ಅಧ್ಯಕ್ಷರು ಮಾತನಾಡಿ, ಗ್ರಾಮದ ಮೂಲಸೌಕರ್ಯ ಅಭಿವೃದ್ಧಿಗೆ ಆದ್ಯತೆ ನೀಡುವೆ ಎಂದು ಭರವಸೆ ನೀಡಿದರು. ಈ ಸಂದರ್ಭದಲ್ಲಿ ಬಿಜೆಪಿಯ ಹಿರಿಯ ಮುಖಂಡರು, ಯುವ ಮೋರ್ಚಾ ಪದಾಧಿಕಾರಿಗಳು ಮತ್ತಿತರರು ಉಪಸ್ಥಿತರಿದ್ದರು. [196,1395,530,1470]
